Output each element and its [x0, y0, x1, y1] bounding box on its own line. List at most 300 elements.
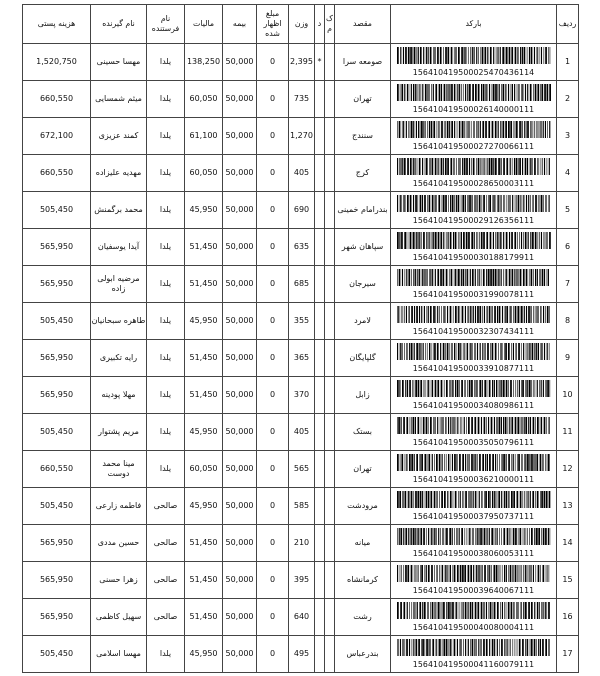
- postal-cost-text: 1,520,750: [36, 57, 77, 66]
- barcode-bar: [494, 417, 495, 434]
- barcode-bar: [413, 232, 415, 249]
- barcode-bar: [486, 84, 487, 101]
- destination-text: تهران: [353, 94, 372, 103]
- barcode-bar: [455, 269, 456, 286]
- barcode-bar: [464, 565, 466, 582]
- row-number-cell: [557, 636, 579, 673]
- barcode-bar: [550, 47, 551, 64]
- barcode-bar: [466, 121, 467, 138]
- barcode-bar: [527, 121, 529, 138]
- barcode-bar: [445, 417, 446, 434]
- barcode-bar: [461, 232, 462, 249]
- barcode-bar: [548, 528, 549, 545]
- receiver-text: سهیل کاظمی: [95, 612, 142, 621]
- barcode-bar: [438, 528, 439, 545]
- tax-cell: [185, 377, 223, 414]
- barcode-bar: [443, 343, 445, 360]
- barcode-bar: [450, 602, 451, 619]
- row-number-text: 8: [564, 316, 571, 325]
- barcode-bar: [492, 343, 494, 360]
- barcode-bar: [541, 195, 543, 212]
- barcode-bar: [411, 343, 413, 360]
- barcode-bar: [425, 84, 427, 101]
- barcode-bar: [473, 491, 474, 508]
- barcode-bar: [404, 232, 406, 249]
- barcode-bar: [477, 306, 479, 323]
- barcode-bar: [435, 306, 436, 323]
- barcode-bar: [438, 121, 439, 138]
- barcode-bar: [455, 306, 457, 323]
- barcode-bar: [482, 121, 484, 138]
- barcode-cell: [391, 377, 557, 414]
- barcode-bar: [413, 491, 414, 508]
- barcode-bar: [463, 232, 465, 249]
- barcode-bar: [528, 602, 530, 619]
- k-mark-cell: [325, 118, 335, 155]
- barcode-bar: [525, 454, 526, 471]
- barcode-bar: [430, 602, 431, 619]
- barcode-bar: [516, 195, 517, 212]
- barcode-bar: [450, 158, 452, 175]
- destination-cell: [335, 229, 391, 266]
- barcode-number: 156410419500027270066111: [412, 142, 535, 151]
- barcode-bar: [412, 639, 413, 656]
- barcode-bar: [497, 84, 498, 101]
- barcode-bar: [532, 195, 533, 212]
- barcode-bar: [488, 269, 490, 286]
- barcode-bar: [397, 343, 398, 360]
- barcode-bar: [478, 158, 480, 175]
- barcode-bar: [413, 528, 415, 545]
- barcode-bar: [406, 454, 407, 471]
- barcode-bar: [459, 454, 461, 471]
- barcode-bar: [462, 417, 463, 434]
- barcode-bar: [483, 84, 485, 101]
- barcode-bar: [415, 195, 417, 212]
- barcode-bar: [432, 454, 433, 471]
- insurance-cell: [223, 525, 257, 562]
- barcode-bar: [517, 47, 518, 64]
- barcode-bar: [446, 565, 447, 582]
- barcode-bar: [403, 417, 405, 434]
- barcode-bar: [400, 454, 401, 471]
- barcode-bar: [520, 565, 521, 582]
- barcode-bar: [442, 195, 443, 212]
- barcode-bar: [427, 84, 428, 101]
- insurance-cell: [223, 340, 257, 377]
- barcode-bar: [520, 195, 521, 212]
- barcode-bar: [437, 47, 439, 64]
- barcode-bar: [525, 565, 526, 582]
- barcode-bar: [525, 380, 526, 397]
- barcode-bar: [430, 158, 431, 175]
- barcode-number: 156410419500035050796111: [412, 438, 535, 447]
- row-number-text: 11: [562, 427, 573, 436]
- barcode-bar: [454, 121, 455, 138]
- row-number-text: 5: [564, 205, 571, 214]
- barcode-bar: [400, 528, 402, 545]
- barcode-bar: [531, 454, 533, 471]
- barcode-bar: [474, 195, 475, 212]
- weight-cell: [289, 303, 315, 340]
- barcode-bar: [457, 84, 458, 101]
- barcode-bar: [464, 417, 465, 434]
- barcode-bar: [456, 602, 457, 619]
- barcode-bar: [522, 195, 523, 212]
- barcode-bar: [435, 232, 437, 249]
- barcode-bar: [449, 121, 450, 138]
- barcode-bar: [480, 528, 482, 545]
- barcode-bar: [503, 269, 504, 286]
- sender-text: یلدا: [159, 57, 172, 66]
- barcode-bar: [534, 602, 535, 619]
- barcode-bar: [421, 639, 422, 656]
- barcode-bar: [524, 47, 526, 64]
- barcode-bar: [431, 528, 432, 545]
- barcode-bar: [429, 158, 430, 175]
- declared-value-cell: [257, 414, 289, 451]
- barcode-bar: [403, 306, 404, 323]
- barcode-bar: [494, 491, 495, 508]
- barcode-bar: [515, 121, 516, 138]
- barcode-bar: [497, 417, 498, 434]
- barcode-bar: [478, 639, 479, 656]
- receiver-text: فاطمه زارعی: [95, 501, 142, 510]
- d-mark-cell: [315, 636, 325, 673]
- row-number-cell: [557, 155, 579, 192]
- barcode-bar: [399, 121, 401, 138]
- insurance-text: 50,000: [225, 501, 254, 510]
- sender-text: صالحی: [153, 612, 178, 621]
- barcode-bar: [542, 158, 543, 175]
- barcode-bar: [439, 306, 440, 323]
- declared-value-cell: [257, 636, 289, 673]
- barcode-bar: [515, 306, 517, 323]
- barcode-bar: [518, 343, 520, 360]
- barcode-bar: [468, 602, 469, 619]
- barcode-bar: [484, 306, 485, 323]
- barcode-bar: [399, 158, 400, 175]
- postal-cost-text: 660,550: [39, 168, 74, 177]
- barcode-bar: [481, 602, 483, 619]
- d-mark-cell: [315, 451, 325, 488]
- barcode-bar: [444, 306, 445, 323]
- declared-value-text: 0: [269, 353, 276, 362]
- declared-value-text: 0: [269, 205, 276, 214]
- barcode-bar: [416, 306, 418, 323]
- barcode-bar: [421, 565, 423, 582]
- sender-text: یلدا: [159, 205, 172, 214]
- header-row: [23, 5, 579, 44]
- barcode-bar: [506, 491, 508, 508]
- barcode-bar: [478, 47, 479, 64]
- barcode-bar: [485, 454, 486, 471]
- barcode-bar: [538, 121, 539, 138]
- barcode-bar: [549, 417, 550, 434]
- barcode-bar: [408, 47, 410, 64]
- postal-cost-text: 660,550: [39, 464, 74, 473]
- destination-text: گلپایگان: [349, 353, 376, 362]
- table-row: [23, 44, 579, 81]
- sender-text: یلدا: [159, 168, 172, 177]
- barcode-bar: [491, 417, 493, 434]
- destination-text: کرمانشاه: [347, 575, 378, 584]
- barcode-bar: [429, 232, 430, 249]
- barcode-bar: [456, 84, 457, 101]
- barcode-bar: [538, 565, 540, 582]
- barcode-bar: [441, 565, 442, 582]
- weight-cell: [289, 377, 315, 414]
- barcode-bar: [488, 121, 490, 138]
- barcode-bar: [534, 639, 536, 656]
- barcode-bar: [495, 528, 496, 545]
- barcode-bar: [544, 343, 545, 360]
- row-number-cell: [557, 44, 579, 81]
- weight-text: 405: [293, 168, 310, 177]
- postal-cost-text: 565,950: [39, 575, 74, 584]
- barcode-bar: [480, 158, 481, 175]
- barcode-bar: [546, 417, 547, 434]
- barcode-bar: [466, 417, 467, 434]
- tax-text: 60,050: [189, 464, 218, 473]
- barcode-bar: [516, 158, 518, 175]
- barcode-bar: [424, 195, 426, 212]
- barcode-bar: [473, 565, 474, 582]
- barcode-bar: [547, 158, 548, 175]
- destination-cell: [335, 377, 391, 414]
- barcode-bar: [456, 158, 457, 175]
- barcode-bar: [508, 121, 510, 138]
- barcode-bar: [397, 232, 399, 249]
- barcode-bar: [525, 639, 526, 656]
- row-number-text: 13: [562, 501, 573, 510]
- insurance-text: 50,000: [225, 427, 254, 436]
- barcode-bar: [446, 528, 448, 545]
- receiver-text: مرضیه ابولی زاده: [97, 274, 140, 293]
- barcode-bar: [543, 121, 544, 138]
- barcode-bar: [515, 565, 517, 582]
- barcode-bar: [531, 565, 532, 582]
- barcode-bar: [478, 232, 479, 249]
- barcode-bar: [481, 269, 482, 286]
- barcode-bar: [511, 232, 513, 249]
- row-number-cell: [557, 562, 579, 599]
- destination-text: لامرد: [354, 316, 371, 325]
- barcode-bar: [440, 269, 442, 286]
- barcode-bar: [467, 380, 468, 397]
- barcode-bar: [497, 195, 498, 212]
- barcode-bar: [491, 158, 493, 175]
- barcode-bar: [406, 269, 407, 286]
- barcode-bar: [434, 565, 435, 582]
- barcode-bar: [458, 306, 459, 323]
- barcode-bar: [484, 343, 485, 360]
- barcode-bar: [538, 343, 539, 360]
- insurance-text: 50,000: [225, 205, 254, 214]
- barcode-bar: [540, 121, 541, 138]
- barcode-bar: [432, 639, 434, 656]
- barcode-bar: [422, 195, 423, 212]
- barcode-bar: [483, 195, 485, 212]
- barcode-bar: [405, 565, 407, 582]
- barcode-bar: [527, 380, 528, 397]
- barcode-bar: [407, 84, 408, 101]
- tax-cell: [185, 266, 223, 303]
- barcode-bar: [414, 602, 415, 619]
- barcode-bar: [532, 343, 534, 360]
- sender-text: یلدا: [159, 427, 172, 436]
- weight-cell: [289, 118, 315, 155]
- barcode-bar: [453, 380, 454, 397]
- barcode-bar: [517, 84, 518, 101]
- barcode-bar: [487, 158, 488, 175]
- barcode-bar: [494, 380, 495, 397]
- barcode-bar: [518, 602, 519, 619]
- destination-text: سنندج: [352, 131, 373, 140]
- barcode-bar: [521, 343, 522, 360]
- barcode-bar: [519, 121, 521, 138]
- barcode-bar: [463, 602, 464, 619]
- barcode-bar: [490, 343, 491, 360]
- barcode-bar: [494, 528, 495, 545]
- barcode-bar: [426, 491, 427, 508]
- barcode-bar: [491, 528, 493, 545]
- barcode-bar: [439, 84, 441, 101]
- barcode-bar: [458, 47, 460, 64]
- barcode-bar: [405, 269, 406, 286]
- barcode-bar: [533, 417, 535, 434]
- barcode-bar: [503, 380, 505, 397]
- barcode-bar: [471, 417, 473, 434]
- barcode-bar: [544, 269, 545, 286]
- barcode-bar: [468, 491, 469, 508]
- barcode-bar: [414, 158, 415, 175]
- barcode-bar: [529, 47, 530, 64]
- barcode-bar: [510, 306, 511, 323]
- barcode-bar: [499, 528, 500, 545]
- postal-cost-text: 505,450: [39, 501, 74, 510]
- barcode-bar: [521, 380, 522, 397]
- row-number-cell: [557, 451, 579, 488]
- barcode-bar: [512, 269, 514, 286]
- barcode-bar: [440, 417, 441, 434]
- declared-value-cell: [257, 155, 289, 192]
- barcode-bar: [490, 269, 492, 286]
- barcode-bar: [433, 47, 434, 64]
- barcode-bar: [460, 306, 461, 323]
- barcode-bar: [514, 121, 515, 138]
- insurance-cell: [223, 81, 257, 118]
- barcode-bar: [450, 417, 451, 434]
- barcode-bar: [406, 639, 408, 656]
- barcode-bar: [508, 380, 509, 397]
- tax-text: 61,100: [189, 131, 218, 140]
- header-receiver: نام گیرنده: [91, 5, 147, 44]
- tax-cell: [185, 229, 223, 266]
- insurance-cell: [223, 266, 257, 303]
- barcode-bar: [455, 47, 456, 64]
- barcode-bar: [515, 47, 517, 64]
- barcode-bar: [406, 121, 407, 138]
- row-number-text: 12: [562, 464, 573, 473]
- barcode-bar: [508, 565, 509, 582]
- barcode-bar: [535, 417, 536, 434]
- barcode-bar: [500, 195, 501, 212]
- weight-text: 1,270: [290, 131, 313, 140]
- barcode-bar: [447, 158, 449, 175]
- barcode-bar: [509, 639, 510, 656]
- barcode-bar: [426, 417, 428, 434]
- barcode-bar: [407, 380, 408, 397]
- barcode-bar: [513, 454, 514, 471]
- row-number-text: 1: [564, 57, 571, 66]
- table-row: [23, 599, 579, 636]
- barcode-bar: [503, 454, 505, 471]
- d-mark-cell: [315, 303, 325, 340]
- postal-cost-cell: [23, 192, 91, 229]
- barcode-bar: [405, 639, 406, 656]
- receiver-cell: [91, 636, 147, 673]
- header-barcode: بارکد: [391, 5, 557, 44]
- barcode-bar: [504, 343, 505, 360]
- barcode-bar: [410, 417, 411, 434]
- barcode-bar: [546, 565, 547, 582]
- barcode-bar: [513, 602, 514, 619]
- barcode-bar: [438, 602, 440, 619]
- barcode-bar: [420, 528, 422, 545]
- barcode-bar: [450, 306, 452, 323]
- barcode-bar: [438, 195, 440, 212]
- barcode-bar: [495, 454, 496, 471]
- barcode-bar: [448, 84, 449, 101]
- postal-cost-text: 565,950: [39, 279, 74, 288]
- barcode-bar: [429, 343, 430, 360]
- barcode-bar: [458, 158, 459, 175]
- sender-text: یلدا: [159, 94, 172, 103]
- postal-cost-text: 565,950: [39, 390, 74, 399]
- barcode-bar: [508, 602, 510, 619]
- table-row: [23, 340, 579, 377]
- sender-cell: [147, 488, 185, 525]
- barcode-bar: [533, 306, 534, 323]
- barcode-bar: [511, 84, 512, 101]
- barcode-bar: [428, 47, 429, 64]
- k-mark-cell: [325, 562, 335, 599]
- barcode-bar: [437, 269, 439, 286]
- barcode-bar: [483, 158, 484, 175]
- barcode-bar: [489, 84, 490, 101]
- barcode-bar: [535, 491, 536, 508]
- barcode-bar: [541, 343, 542, 360]
- barcode-bar: [453, 158, 454, 175]
- barcode-bar: [529, 343, 530, 360]
- barcode-bar: [501, 84, 502, 101]
- declared-value-text: 0: [269, 427, 276, 436]
- barcode-bar: [497, 491, 498, 508]
- table-row: [23, 118, 579, 155]
- barcode-bar: [413, 195, 414, 212]
- barcode-bar: [410, 232, 411, 249]
- barcode-bar: [411, 602, 412, 619]
- barcode-bar: [461, 47, 463, 64]
- row-number-text: 17: [562, 649, 573, 658]
- barcode-number: 156410419500032307434111: [412, 327, 535, 336]
- barcode-bar: [461, 121, 462, 138]
- barcode-bar: [437, 602, 438, 619]
- barcode-bar: [441, 602, 442, 619]
- barcode-bar: [517, 454, 518, 471]
- barcode-bar: [545, 306, 546, 323]
